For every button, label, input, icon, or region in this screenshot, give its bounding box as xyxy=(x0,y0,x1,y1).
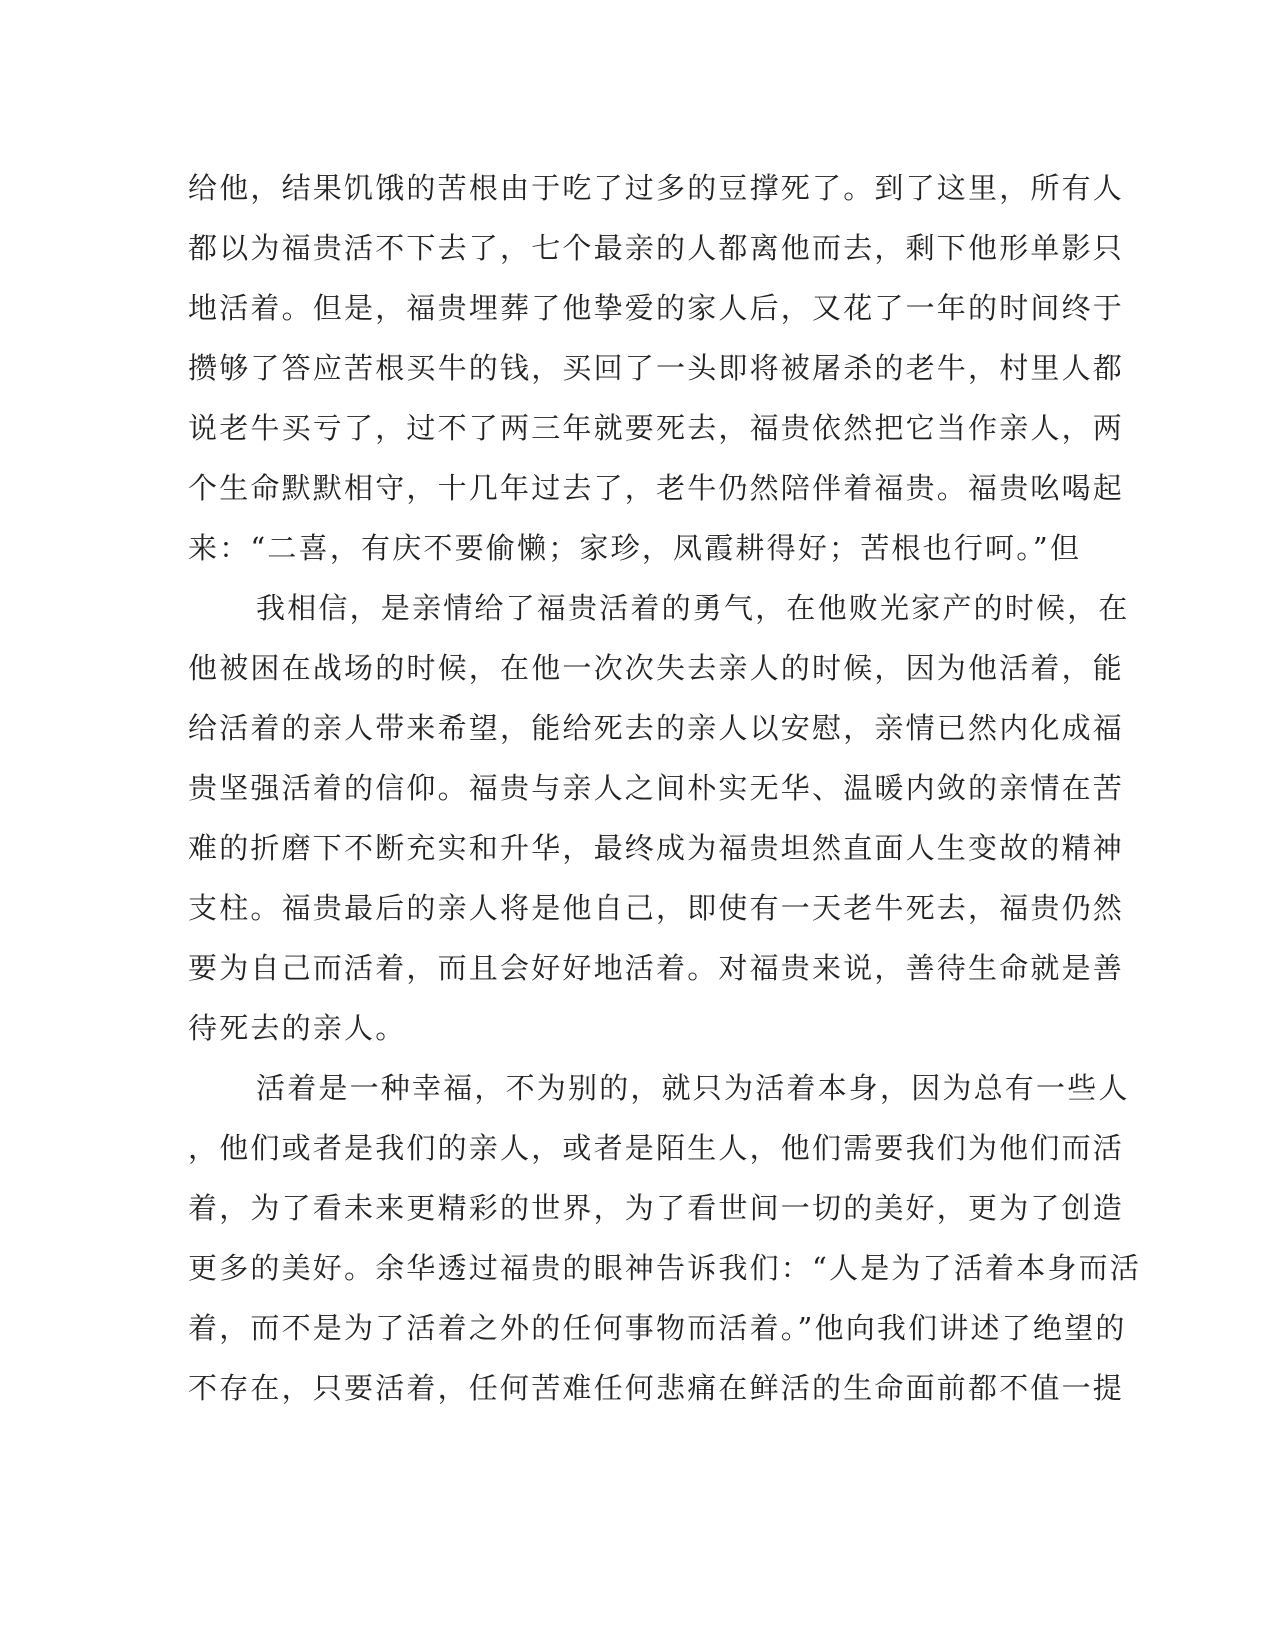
text-line: 着，而不是为了活着之外的任何事物而活着。”他向我们讲述了绝望的 xyxy=(188,1311,1127,1345)
text-line: 攒够了答应苦根买牛的钱，买回了一头即将被屠杀的老牛，村里人都 xyxy=(188,351,1125,385)
paragraph-3 xyxy=(188,1058,1142,1418)
text-line: 我相信，是亲情给了福贵活着的勇气，在他败光家产的时候，在 xyxy=(256,591,1130,625)
text-line: 地活着。但是，福贵埋葬了他挚爱的家人后，又花了一年的时间终于 xyxy=(188,291,1125,325)
text-line: 来：“二喜，有庆不要偷懒；家珍，凤霞耕得好；苦根也行呵。”但 xyxy=(188,531,1082,565)
text-line: 都以为福贵活不下去了，七个最亲的人都离他而去，剩下他形单影只 xyxy=(188,231,1125,265)
text-line: 不存在，只要活着，任何苦难任何悲痛在鲜活的生命面前都不值一提 xyxy=(188,1371,1125,1405)
text-line: 给他，结果饥饿的苦根由于吃了过多的豆撑死了。到了这里，所有人 xyxy=(188,171,1125,205)
text-line: 待死去的亲人。 xyxy=(188,1011,407,1045)
text-line: 支柱。福贵最后的亲人将是他自己，即使有一天老牛死去，福贵仍然 xyxy=(188,891,1125,925)
paragraph-1 xyxy=(188,158,1125,578)
text-line: 着，为了看未来更精彩的世界，为了看世间一切的美好，更为了创造 xyxy=(188,1191,1125,1225)
text-line: 难的折磨下不断充实和升华，最终成为福贵坦然直面人生变故的精神 xyxy=(188,831,1125,865)
text-line: 要为自己而活着，而且会好好地活着。对福贵来说，善待生命就是善 xyxy=(188,951,1125,985)
paragraph-2 xyxy=(188,578,1130,1058)
text-line: ，他们或者是我们的亲人，或者是陌生人，他们需要我们为他们而活 xyxy=(188,1131,1125,1165)
text-line: 给活着的亲人带来希望，能给死去的亲人以安慰，亲情已然内化成福 xyxy=(188,711,1125,745)
text-line: 他被困在战场的时候，在他一次次失去亲人的时候，因为他活着，能 xyxy=(188,651,1125,685)
text-line: 贵坚强活着的信仰。福贵与亲人之间朴实无华、温暖内敛的亲情在苦 xyxy=(188,771,1125,805)
text-line: 活着是一种幸福，不为别的，就只为活着本身，因为总有一些人 xyxy=(256,1071,1130,1105)
text-line: 更多的美好。余华透过福贵的眼神告诉我们：“人是为了活着本身而活 xyxy=(188,1251,1142,1285)
text-line: 说老牛买亏了，过不了两三年就要死去，福贵依然把它当作亲人，两 xyxy=(188,411,1125,445)
text-line: 个生命默默相守，十几年过去了，老牛仍然陪伴着福贵。福贵吆喝起 xyxy=(188,471,1125,505)
document-body xyxy=(188,158,1142,1418)
